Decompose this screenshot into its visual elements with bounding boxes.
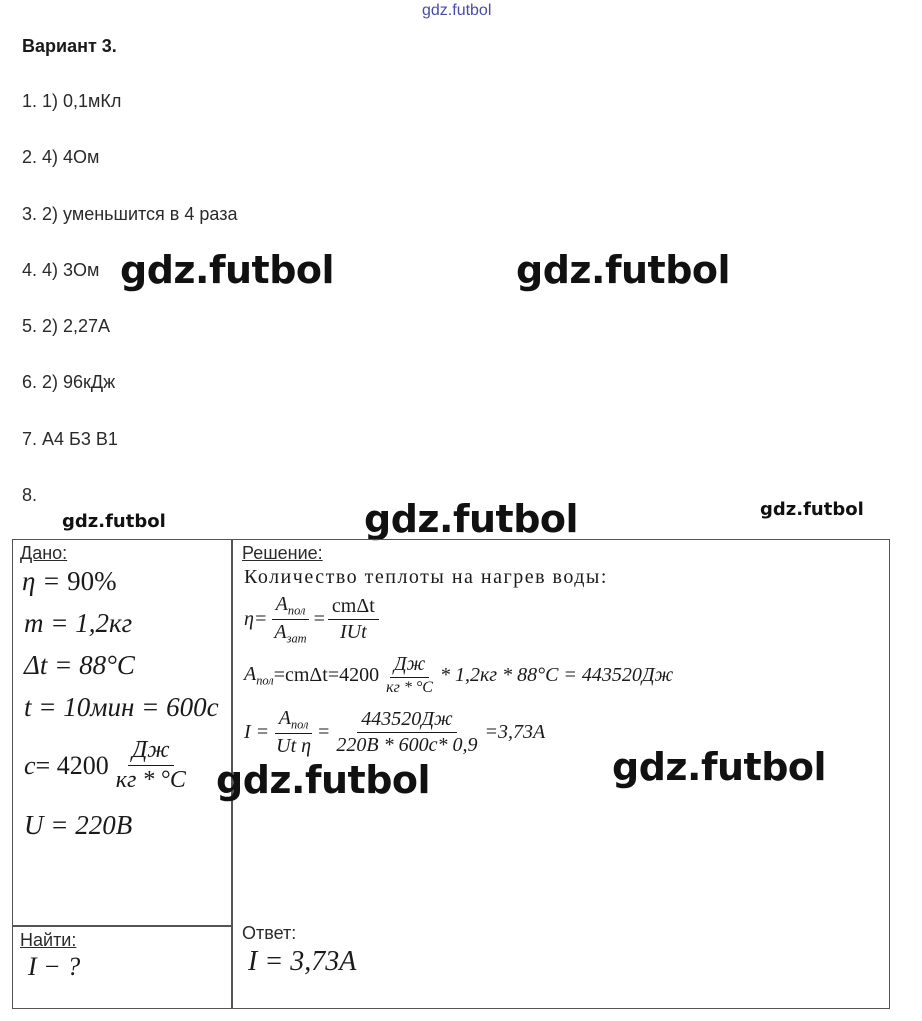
find-value: I − ? [28, 952, 81, 981]
c-unit-denominator: кг * °C [115, 767, 186, 794]
current-result: =3,73A [484, 721, 546, 744]
heat-over-electric-fraction [328, 596, 379, 643]
work-symbol: A [275, 593, 288, 615]
current-symbol: I = [244, 721, 270, 744]
numeric-denominator: 220В * 600с* 0,9 [336, 734, 478, 757]
answer-header: Ответ: [242, 923, 297, 943]
given-eta [22, 566, 117, 597]
watermark: gdz.futbol [516, 248, 731, 292]
answer-item-8: 8. [22, 485, 38, 505]
top-watermark: gdz.futbol [422, 2, 492, 19]
useful-over-total-fraction [270, 594, 310, 646]
given-heat-capacity [24, 738, 193, 793]
unit-denominator: кг * °C [386, 679, 433, 696]
eta-value: 90% [67, 566, 117, 596]
numeric-fraction [332, 709, 481, 756]
mass-symbol: m [24, 608, 44, 638]
answer-item-6: 6. 2) 96кДж [22, 372, 116, 392]
eta-symbol: η = [22, 566, 68, 596]
given-time [24, 692, 219, 723]
answer-item-5: 5. 2) 2,27А [22, 316, 111, 336]
answer-item-7: 7. А4 Б3 В1 [22, 429, 118, 449]
time-symbol: t [24, 692, 32, 722]
unit-fraction [382, 654, 437, 697]
heat-computation: =cmΔt=4200 [273, 663, 380, 686]
variant-title: Вариант 3. [22, 36, 117, 56]
answer-item-4: 4. 4) 3Ом [22, 260, 100, 280]
watermark: gdz.futbol [62, 511, 166, 532]
work-symbol: A [244, 662, 257, 685]
answer-item-2: 2. 4) 4Ом [22, 147, 100, 167]
equals-sign: = [313, 608, 325, 631]
useful-subscript: пол [287, 603, 306, 618]
c-unit-numerator: Дж [128, 738, 174, 766]
unit-numerator: Дж [390, 654, 429, 678]
voltage-value: = 220В [43, 810, 133, 840]
answer-item-1: 1. 1) 0,1мКл [22, 91, 122, 111]
electric-work-expression: IUt [340, 621, 367, 644]
find-header: Найти: [20, 930, 77, 950]
answer-item-3: 3. 2) уменьшится в 4 раза [22, 204, 238, 224]
delta-t-value: = 88°C [47, 650, 135, 680]
mass-value: = 1,2кг [43, 608, 133, 638]
given-voltage [24, 810, 132, 841]
total-subscript: зат [286, 631, 307, 646]
eta-symbol: η= [244, 608, 268, 631]
c-value: = 4200 [35, 750, 109, 780]
formula-useful-work [244, 654, 673, 697]
watermark: gdz.futbol [364, 497, 579, 541]
formula-current [244, 708, 545, 757]
time-value: = 10мин = 600с [31, 692, 219, 722]
useful-subscript: пол [290, 717, 309, 732]
given-delta-t [24, 650, 135, 681]
watermark: gdz.futbol [760, 499, 864, 520]
numeric-numerator: 443520Дж [357, 709, 456, 733]
given-header: Дано: [20, 543, 68, 563]
heat-result: * 1,2кг * 88°C = 443520Дж [439, 663, 674, 686]
given-cell [12, 539, 233, 927]
heat-expression: cmΔt [328, 596, 379, 620]
useful-over-electric-fraction [272, 708, 315, 757]
solution-intro: Количество теплоты на нагрев воды: [244, 566, 608, 588]
electric-denominator: Ut η [276, 735, 312, 758]
work-symbol: A [274, 621, 287, 644]
watermark: gdz.futbol [120, 248, 335, 292]
answer-value: I = 3,73A [248, 946, 357, 977]
delta-t-symbol: Δt [24, 650, 48, 680]
work-symbol: A [278, 707, 291, 729]
voltage-symbol: U [24, 810, 44, 840]
solution-header: Решение: [242, 543, 323, 563]
formula-efficiency [244, 594, 382, 646]
given-mass [24, 608, 132, 639]
c-unit-fraction [112, 738, 190, 793]
useful-subscript: пол [256, 673, 274, 688]
watermark: gdz.futbol [216, 758, 431, 802]
c-symbol: c [24, 750, 36, 780]
watermark: gdz.futbol [612, 745, 827, 789]
equals-sign: = [318, 721, 330, 744]
